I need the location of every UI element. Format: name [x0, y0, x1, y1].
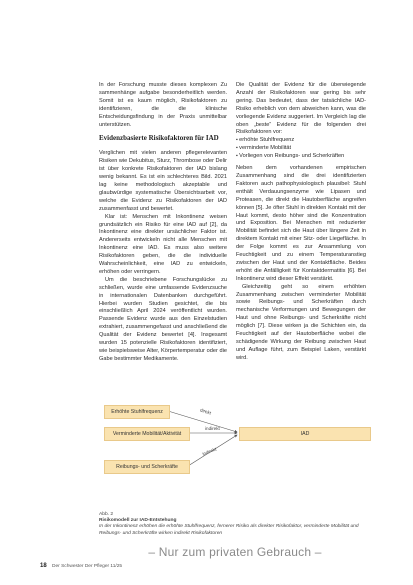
left-paragraph-4: Um die beschriebene Forschungslücke zu schließen, wurde eine umfassende Evidenzsuche in internationalen Datenbanken durchgeführt. Hierbei wurden Studien gesichtet, die bis einschließlich April 2024 veröffentlicht wurden. Passende Evidenz wurde aus den Einzelstudien extrahiert, zusammengefasst und anschließend die Qualität der Evidenz bewertet [4]. Insgesamt wurden 15 potenzielle Risikofaktoren identifiziert, wie beispielsweise Alter, Körpertemperatur oder die Gabe bestimmter Medikamente.	[99, 276, 227, 362]
box-reduced-mobility: Verminderte Mobilität/Aktivität	[104, 427, 190, 441]
left-paragraph-2: Verglichen mit vielen anderen pflegerelevanten Risiken wie Dekubitus, Sturz, Thrombose oder Delir ist über konkrete Risikofaktoren der IAD bislang wenig bekannt. Es ist ein schlechteres Bild. 2021 lag keine methodologisch akzeptable und glaubwürdige systematische Übersichtsarbeit vor, welche die Evidenz zu Risikofaktoren der IAD zusammenfasst und bewertet.	[99, 150, 227, 212]
page-number: 18	[40, 563, 47, 569]
label-direct: direkt	[199, 407, 212, 416]
journal-name: Der Schwester Der Pfleger 11/25	[52, 564, 123, 569]
left-paragraph-3: Klar ist: Menschen mit Inkontinenz weisen grundsätzlich ein Risiko für eine IAD auf [2], da Inkontinenz eine direkter ursächlicher Faktor ist. Andererseits entwickeln nicht alle Menschen mit Inkontinenz eine IAD. Es muss also weitere Risikofaktoren geben, die die individuelle Wahrscheinlichkeit, eine IAD zu entwickeln, erhöhen oder verringern.	[99, 213, 227, 275]
left-column	[99, 82, 227, 364]
left-paragraph-1: In der Forschung musste dieses komplexen Zu sammenhänge aufgabe besonderheitlich werden. Somit ist es kaum möglich, Risikofaktoren zu identifizieren, die die klinische Entscheidungsfindung in der Praxis unmittelbar unterstützen.	[99, 82, 227, 128]
label-indirect-1: indirekt	[205, 426, 220, 431]
right-column	[236, 82, 366, 363]
box-stool-frequency: Erhöhte Stuhlfrequenz	[104, 405, 170, 419]
right-paragraph-2: Neben dem vorhandenen empirischen Zusammenhang sind die drei identifizierten Faktoren auch pathophysiologisch plausibel: Stuhl enthält Verdauungsenzyme wie Lipasen und Proteasen, die direkt die Hautoberfläche angreifen können [5]. Je öfter Stuhl in direkten Kontakt mit der Haut kommt, desto höher sind die Konzentration und Exposition. Bei Menschen mit reduzierter Mobilität befindet sich die Haut über längere Zeit in direktem Kontakt mit einer Sitz- oder Liegefläche. In der Folge kommt es zur Ansammlung von Feuchtigkeit und zu einem Temperaturanstieg zwischen der Haut und der Kontaktfläche. Beides erhöht die Anfälligkeit für Kontaktdermatitis [6]. Bei Inkontinenz wird dieser Effekt verstärkt.	[236, 165, 366, 282]
label-indirect-2: indirekt	[201, 446, 218, 457]
section-heading: Evidenzbasierte Risikofaktoren für IAD	[99, 134, 219, 143]
box-iad: IAD	[239, 427, 371, 441]
right-paragraph-1: Die Qualität der Evidenz für die überwiegende Anzahl der Risikofaktoren war gering bis sehr gering. Das bedeutet, dass der tatsächliche IAD-Risiko erheblich von dem abweichen kann, was die vorliegende Evidenz suggeriert. Im Vergleich lag die oben „beste“ Evidenz für die folgenden drei Risikofaktoren vor:	[236, 82, 366, 136]
risk-model-diagram	[99, 402, 369, 500]
page-footer	[40, 563, 122, 569]
list-item: ▪ erhöhte Stuhlfrequenz	[236, 137, 366, 145]
risk-factor-list	[236, 137, 366, 161]
caption-number: Abb. 2	[99, 512, 114, 517]
watermark: – Nur zum privaten Gebrauch –	[148, 545, 322, 559]
list-item: ▪ Vorliegen von Reibungs- und Scherkräften	[236, 153, 366, 161]
right-paragraph-3: Gleichzeitig geht so einem erhöhten Zusammenhang zwischen verminderter Mobilität sowie Reibungs- und Scherkräften durch mechanische Verformungen und Bewegungen der Haut und ohne Reibungs- und Scherkräfte nicht möglich [7]. Diese wirken ja die Schichten ein, da Feuchtigkeit auf der Hautoberfläche wobei die schädigende Wirkung der Reibung zwischen Haut und Auflage führt, zum Beispiel Laken, verstärkt wird.	[236, 283, 366, 361]
list-item: ▪ verminderte Mobilität	[236, 145, 366, 153]
figure-caption	[99, 512, 367, 537]
caption-title: Risikomodell zur IAD-Entstehung	[99, 518, 177, 524]
box-friction-shear: Reibungs- und Scherkräfte	[104, 460, 190, 474]
caption-text: In der Inkontinenz erhöhen die erhöhte Stuhlfrequenz, fernerer Risiko als direkter Risikofaktor, verminderte Mobilität und Reibungs- und Scherkräfte wirken indirekt Risikofaktoren	[99, 524, 359, 536]
